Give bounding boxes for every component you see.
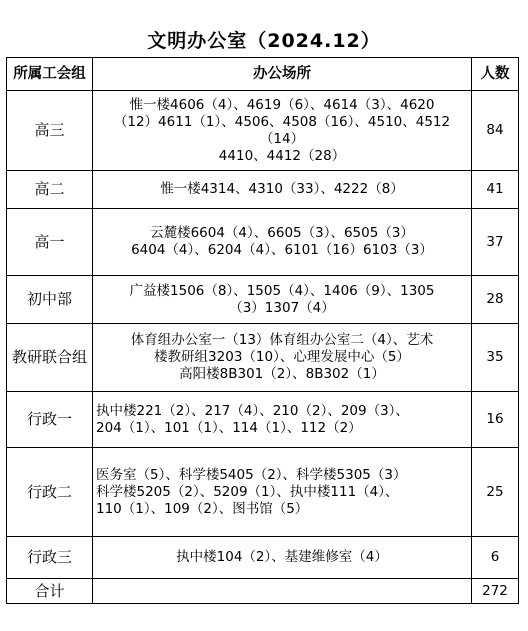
place-cell [93, 91, 472, 171]
count-cell: 35 [472, 324, 519, 392]
total-row [7, 579, 519, 604]
place-line: 惟一楼4314、4310（33）、4222（8） [160, 181, 404, 197]
place-line: 执中楼104（2）、基建维修室（4） [176, 549, 388, 565]
header-count: 人数 [472, 58, 519, 91]
place-line: 科学楼5205（2）、5209（1）、执中楼111（4）、 [96, 483, 399, 500]
total-label: 合计 [7, 579, 93, 604]
place-cell [93, 276, 472, 324]
place-cell [93, 448, 472, 537]
total-count: 272 [472, 579, 519, 604]
count-cell: 37 [472, 209, 519, 276]
header-group: 所属工会组 [7, 58, 93, 91]
count-cell: 28 [472, 276, 519, 324]
place-line: 楼教研组3203（10）、心理发展中心（5） [154, 349, 410, 365]
place-line: （12）4611（1）、4506、4508（16）、4510、4512 [113, 113, 451, 130]
group-cell: 高三 [7, 91, 93, 171]
page-title: 文明办公室（2024.12） [147, 30, 381, 52]
place-line: 医务室（5）、科学楼5405（2）、科学楼5305（3） [96, 466, 407, 483]
place-line: 204（1）、101（1）、114（1）、112（2） [96, 419, 362, 436]
table-row [7, 324, 519, 392]
group-cell: 行政一 [7, 392, 93, 448]
header-place: 办公场所 [93, 58, 472, 91]
place-line: 执中楼221（2）、217（4）、210（2）、209（3）、 [96, 402, 409, 419]
table-row [7, 537, 519, 579]
count-cell: 6 [472, 537, 519, 579]
table-row [7, 392, 519, 448]
header-row [7, 58, 519, 91]
group-cell: 初中部 [7, 276, 93, 324]
place-line: 110（1）、109（2）、图书馆（5） [96, 500, 309, 517]
office-table [6, 57, 519, 604]
place-cell [93, 324, 472, 392]
table-row [7, 171, 519, 209]
place-line: 高阳楼8B301（2）、8B302（1） [179, 366, 385, 382]
place-cell [93, 171, 472, 209]
count-cell: 25 [472, 448, 519, 537]
place-line: 6404（4）、6204（4）、6101（16）6103（3） [131, 242, 433, 258]
place-line: 惟一楼4606（4）、4619（6）、4614（3）、4620 [129, 96, 435, 113]
total-empty [93, 579, 472, 604]
group-cell: 行政二 [7, 448, 93, 537]
group-cell: 高一 [7, 209, 93, 276]
place-cell [93, 392, 472, 448]
place-line: 广益楼1506（8）、1505（4）、1406（9）、1305 [129, 282, 435, 299]
table-row [7, 209, 519, 276]
place-line: 体育组办公室一（13）体育组办公室二（4）、艺术 [130, 332, 434, 348]
group-cell: 高二 [7, 171, 93, 209]
table-row [7, 91, 519, 171]
place-line: （14） [259, 130, 305, 147]
table-row [7, 276, 519, 324]
place-cell [93, 537, 472, 579]
place-line: （3）1307（4） [229, 299, 335, 316]
group-cell: 行政三 [7, 537, 93, 579]
table-row [7, 448, 519, 537]
place-line: 4410、4412（28） [218, 147, 346, 164]
place-line: 云麓楼6604（4）、6605（3）、6505（3） [150, 225, 414, 241]
count-cell: 84 [472, 91, 519, 171]
place-cell [93, 209, 472, 276]
count-cell: 16 [472, 392, 519, 448]
group-cell: 教研联合组 [7, 324, 93, 392]
count-cell: 41 [472, 171, 519, 209]
